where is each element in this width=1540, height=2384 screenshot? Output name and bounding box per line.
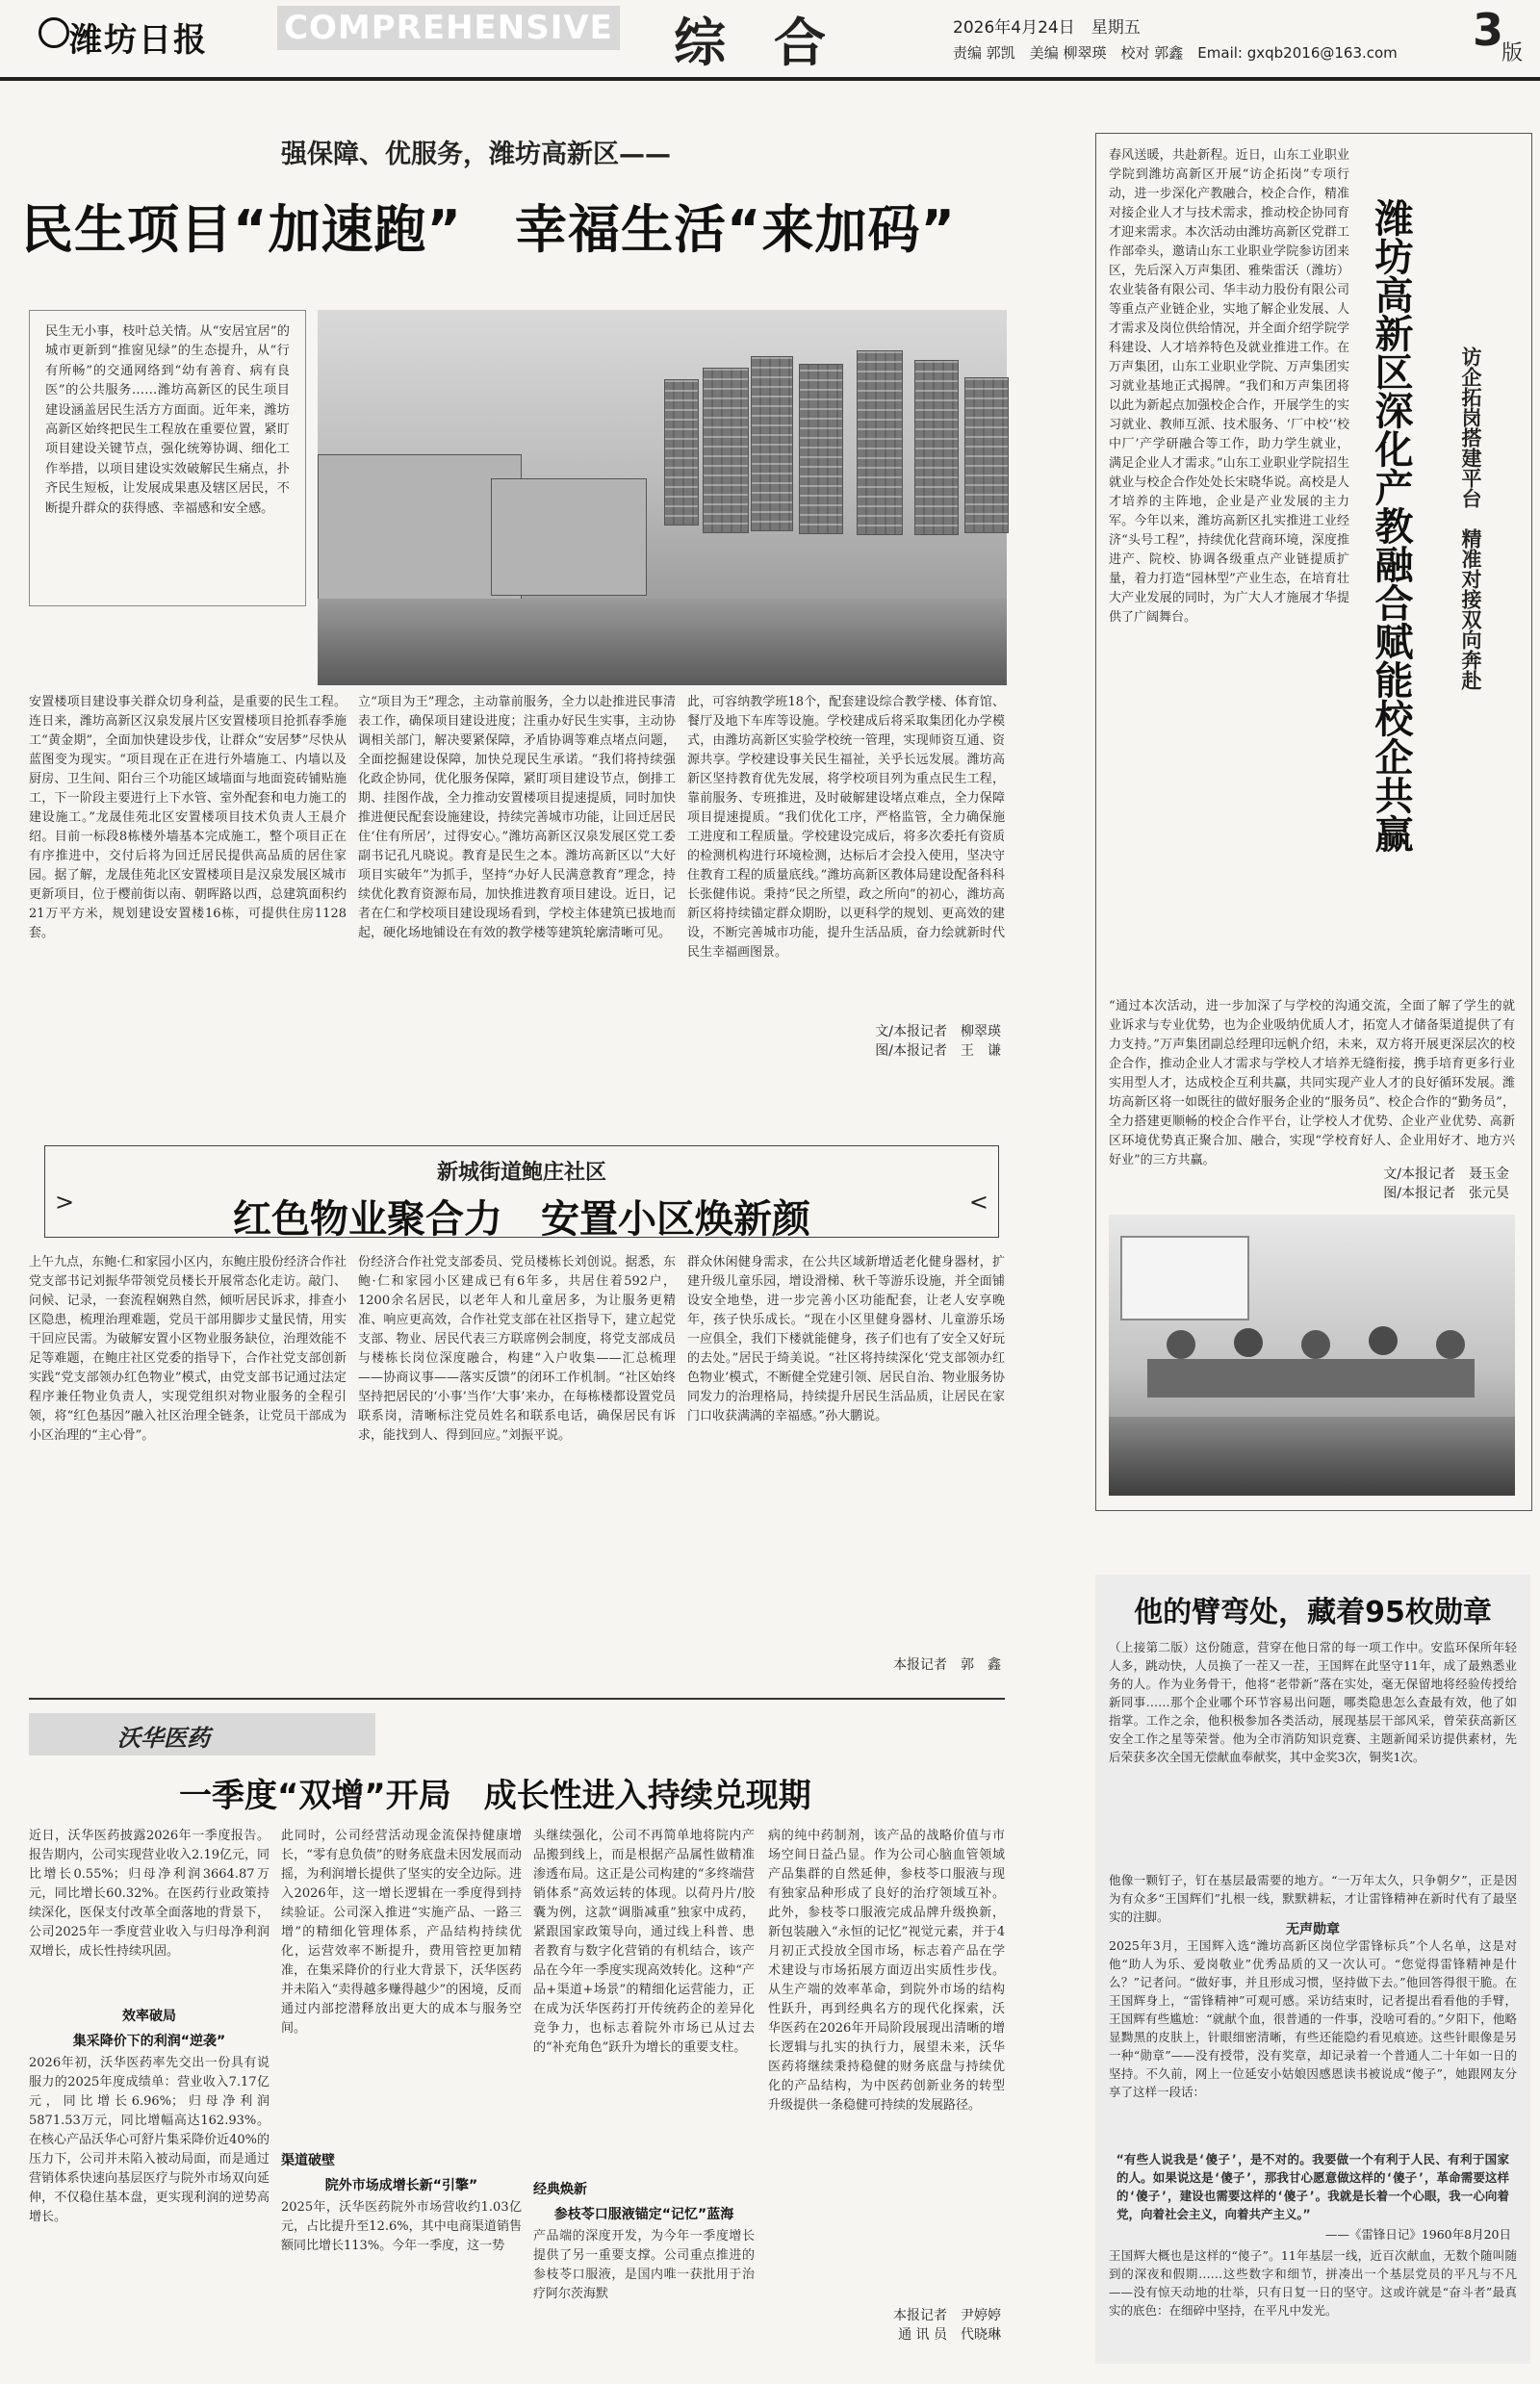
story3-brand: 沃华医药 — [117, 1725, 210, 1752]
story2-col1: 上午九点，东鲍·仁和家园小区内，东鲍庄股份经济合作社党支部书记刘振华带领党员楼长开展常态化走访。敲门、问候、记录，一套流程娴熟自然，倾听居民诉求，排查小区隐患，梳理治理难题，党员干部用脚步丈量民情，用实干回应民需。为破解安置小区物业服务缺位，治理效能不足等难题，在鲍庄社区党委的指导下，合作社党支部创新实践“党支部领办红色物业”模式，由党支部书记通过法定程序兼任物业负责人，实现党组织对物业服务的全程引领，将“红色基因”融入社区治理全链条，让党员干部成为小区治理的“主心骨”。 — [29, 1255, 346, 1443]
story3-headline: 一季度“双增”开局 成长性进入持续兑现期 — [179, 1777, 811, 1815]
story5-col2: 2025年3月，王国辉入选“潍坊高新区岗位学雷锋标兵”个人名单，这是对他“助人为乐、爱岗敬业”优秀品质的又一次认可。“您觉得雷锋精神是什么？”记者问。“做好事，并且形成习惯，坚持做下去。”他回答得很干脆。在王国辉身上，“雷锋精神”可观可感。采访结束时，记者提出看看他的手臂，王国辉有些尴尬：“就献个血，很普通的一件事，没啥可看的。”夕阳下，他略显黝黑的皮肤上，针眼细密清晰，有些还能隐约看见痕迹。这些针眼像是另一种“勋章”——没有授带，没有奖章，却记录着一个普通人二十年如一日的坚持。不久前，网上一位延安小姑娘因感恩读书被说成“傻子”，她跟网友分享了这样一段话： — [1109, 1938, 1517, 2099]
story3-col2: 此同时，公司经营活动现金流保持健康增长，“零有息负债”的财务底盘未因发展而动摇，为利润增长提供了坚实的安全边际。进入2026年，这一增长逻辑在一季度得到持续验证。公司深入推进“实施产品、一路三增”的精细化管理体系，产品结构持续优化，运营效率不断提升，费用管控更加精准，在集采降价的行业大背景下，沃华医药并未陷入“卖得越多赚得越少”的困境，反而通过内部挖潜释放出更大的成本与服务空间。 — [281, 1829, 522, 2036]
story4-col1: 春风送暖，共赴新程。近日，山东工业职业学院到潍坊高新区开展“访企拓岗”专项行动，进一步深化产教融合，校企合作，精准对接企业人才与技术需求，推动校企协同育才迎来需求。本次活动由潍坊高新区党群工作部牵头，邀请山东工业职业学院参访团来区，先后深入万声集团、雅柴雷沃（潍坊）农业装备有限公司、华丰动力股份有限公司等重点产业链企业，实地了解企业发展、人才需求及岗位供给情况，并全面介绍学院学科建设、人才培养特色及就业推进工作。在万声集团，山东工业职业学院、万声集团实习就业基地正式揭牌。“我们和万声集团将以此为新起点加强校企合作，开展学生的实习就业、教师互派、技术服务、‘厂中校’‘校中厂’产学研融合等工作，助力学生就业，满足企业人才需求。”山东工业职业学院招生就业与校企合作处处长宋晓华说。高校是人才培养的主阵地，企业是产业发展的主力军。今年以来，潍坊高新区扎实推进工业经济“头号工程”，持续优化营商环境，深度推进产、院校、协调各级重点产业链提质扩量，着力打造“园林型”产业生态，在培育壮大产业发展的同时，为广大人才施展才华提供了广阔舞台。 — [1109, 148, 1349, 625]
story5-quote: “有些人说我是‘傻子’，是不对的。我要做一个有利于人民、有利于国家的人。如果说这是‘傻子’，那我甘心愿意做这样的‘傻子’，革命需要这样的‘傻子’，建设也需要这样的‘傻子’。我就是长着一个心眼，我一心向着党，向着社会主义，向着共产主义。” — [1116, 2152, 1509, 2221]
story2-header-frame — [44, 1145, 999, 1242]
story3-col2-wrap — [281, 1827, 522, 2366]
newspaper-logo: 潍坊日报 — [69, 21, 208, 60]
editor-credits: 责编 郭凯 美编 柳翠瑛 校对 郭鑫 Email: gxqb2016@163.com — [953, 44, 1398, 62]
story3-col3: 头继续强化，公司不再简单地将院内产品搬到线上，而是根据产品属性做精准渗透布局。这正是公司构建的“多终端营销体系”高效运转的体现。以荷丹片/胶囊为例，这款“调脂减重”独家中成药，紧跟国家政策导向，通过线上科普、患者教育与数字化营销的有机结合，该产品在今年一季度实现高效转化。这种“产品+渠道+场景”的精细化运营能力，正在成为沃华医药打开传统药企的差异化竞争力，也标志着院外市场已从过去的“补充角色”跃升为增长的重要支柱。 — [533, 1829, 755, 2055]
newspaper-logo-icon — [38, 17, 69, 48]
story3-sub3b: 参枝苓口服液锚定“记忆”蓝海 — [553, 2207, 734, 2222]
story4-headline: 潍坊高新区深化产教融合赋能校企共赢 — [1369, 198, 1413, 853]
story5-col1b: 他像一颗钉子，钉在基层最需要的地方。“一万年太久，只争朝夕”，正是因为有众多“王国辉们”扎根一线，默默耕耘，才让雷锋精神在新时代有了最坚实的注脚。 — [1109, 1873, 1517, 1924]
story2-byline: 本报记者 郭 鑫 — [893, 1657, 1001, 1673]
story2-col2: 份经济合作社党支部委员、党员楼栋长刘创说。据悉，东鲍·仁和家园小区建成已有6年多，共居住着592户，1200余名居民，以老年人和儿童居多，为让服务更精准、响应更高效，合作社党支部在社区指导下，建立起党支部、物业、居民代表三方联席例会制度，将党支部成员与楼栋长岗位深度融合，构建“入户收集——汇总梳理——协商议事——落实反馈”的闭环工作机制。“社区始终坚持把居民的‘小事’当作‘大事’来办，在每栋楼都设置党员联系岗，清晰标注党员姓名和联系电话，确保居民有诉求，能找到人、得到回应。”刘振平说。 — [358, 1255, 676, 1443]
story4-photo — [1109, 1215, 1515, 1496]
right-arrow-icon: < — [968, 1189, 988, 1216]
story1-photo — [318, 310, 1007, 685]
story3-col1: 近日，沃华医药披露2026年一季度报告。报告期内，公司实现营业收入2.19亿元，同比增长0.55%；归母净利润3664.87万元，同比增长60.32%。在医药行业政策持续深化，医保支付改革全面落地的背景下，公司2025年一季度营业收入与归母净利润双增长，成长性持续巩固。 — [29, 1829, 270, 1959]
story3-sub1b: 集采降价下的利润“逆袭” — [72, 2034, 226, 2049]
story5-headline: 他的臂弯处，藏着95枚勋章 — [1134, 1596, 1492, 1629]
story3-sub2b: 院外市场成增长新“引擎” — [324, 2178, 478, 2193]
story3-brand-band — [29, 1713, 375, 1756]
story3-sub2: 渠道破壁 — [281, 2153, 335, 2168]
story5-sub: 无声勋章 — [1286, 1922, 1340, 1937]
story4-col2: “通过本次活动，进一步加深了与学校的沟通交流，全面了解了学生的就业诉求与专业优势，也为企业吸纳优质人才，拓宽人才储备渠道提供了有力支持。”万声集团副总经理印远帆介绍，未来，双方将开展更深层次的校企合作，推动企业人才需求与学校人才培养无缝衔接，携手培育更多行业实用型人才，达成校企互利共赢，共同实现产业人才的良好循环发展。潍坊高新区将一如既往的做好服务企业的“服务员”、校企合作的“勤务员”，全力搭建更顺畅的校企合作平台，让学校人才优势、企业产业优势、高新区环境优势真正聚合加、融合，实现“学校育好人、企业用好才、地方兴好业”的三方共赢。 — [1109, 999, 1515, 1167]
story1-col2: 立“项目为王”理念，主动靠前服务，全力以赴推进民事清表工作，确保项目建设进度；注重办好民生实事，主动协调相关部门，解决要紧保障，矛盾协调等难点堵点问题，全面挖掘建设保障，加快兑现民生承诺。“我们将持续强化政企协同，优化服务保障，紧盯项目建设节点，倒排工期、挂图作战，全力推动安置楼项目提速提质，同时加快推进便民配套设施建设，持续完善城市功能，让回迁居民住‘住有所居’，过得安心。”潍坊高新区汉泉发展区党工委副书记孔凡晓说。教育是民生之本。潍坊高新区以“大好项目实破年”为抓手，坚持“办好人民满意教育”理念，持续优化教育资源布局，加快推进教育项目建设。近日，记者在仁和学校项目建设现场看到，学校主体建筑已拔地而起，硬化场地铺设在有效的教学楼等建筑轮廓清晰可见。 — [358, 695, 676, 940]
story1-byline: 文/本报记者 柳翠瑛 图/本报记者 王 谦 — [875, 1024, 1001, 1059]
page-unit: 版 — [1502, 41, 1524, 65]
story3-col1b: 2026年初，沃华医药率先交出一份具有说服力的2025年度成绩单：营业收入7.17亿元，同比增长6.96%；归母净利润5871.53万元，同比增幅高达162.93%。在核心产品沃华心可舒片集采降价近40%的压力下，公司并未陷入被动局面，而是通过营销体系快速向基层医疗与院外市场双向延伸，不仅稳住基本盘，更实现利润的逆势高增长。 — [29, 2056, 270, 2224]
story1-lead-box — [29, 310, 306, 606]
story2-col3: 群众休闲健身需求，在公共区域新增适老化健身器材，扩建升级儿童乐园，增设滑梯、秋千等游乐设施，并全面铺设安全地垫，进一步完善小区功能配套，让老人安享晚年，孩子快乐成长。“现在小区里健身器材、儿童游乐场一应俱全，我们下楼就能健身，孩子们也有了安全又好玩的去处。”居民于绮美说。“社区将持续深化‘党支部领办红色物业’模式，不断健全党建引领、居民自治、物业服务协同发力的治理格局，持续提升居民生活品质，让居民在家门口收获满满的幸福感。”孙大鹏说。 — [687, 1255, 1005, 1423]
story3-sub1: 效率破局 — [122, 2009, 176, 2024]
story3-col4: 病的纯中药制剂，该产品的战略价值与市场空间日益凸显。作为公司心脑血管领域产品集群的自然延伸，参枝苓口服液与现有独家品种形成了良好的治疗领域互补。此外，参枝苓口服液完成品牌升级换新，新包装融入“永恒的记忆”视觉元素，并于4月初正式投放全国市场，标志着产品在学术建设与市场拓展方面迈出实质性步伐。从生产端的效率革命，到院外市场的结构性跃升，再到经典名方的现代化探索，沃华医药在2026年开局阶段展现出清晰的增长逻辑与扎实的执行力，展望未来，沃华医药将继续秉持稳健的财务底盘与持续优化的产品结构，为中医药创新业务的转型升级提供一条稳健可持续的发展路径。 — [768, 1829, 1005, 2113]
section-chinese-title: 综合 — [674, 13, 874, 73]
page-number: 3 — [1473, 4, 1504, 56]
story3-byline: 本报记者 尹婷婷 通 讯 员 代晓琳 — [893, 2308, 1001, 2343]
story5-col1: （上接第二版）这份随意，营穿在他日常的每一项工作中。安监环保所年轻人多，跳动快，人员换了一茬又一茬，王国辉在此坚守11年，成了最熟悉业务的人。作为业务骨干，他将“老带新”落在实处，毫无保留地将经验传授给新同事……那个企业哪个环节容易出问题，哪类隐患怎么查最有效，他了如指掌。工作之余，他积极参加各类活动，展现基层干部风采，曾荣获高新区安全工作之星等荣誉。他为全市消防知识竞赛、主题新闻采访提供素材，先后荣获多次全国无偿献血奉献奖，其中金奖3次，铜奖1次。 — [1109, 1640, 1517, 1764]
story1-col3: 此，可容纳教学班18个，配套建设综合教学楼、体育馆、餐厅及地下车库等设施。学校建成后将采取集团化办学模式，由潍坊高新区实验学校统一管理，实现师资互通、资源共享。学校建设事关民生福祉，关乎长远发展。潍坊高新区坚持教育优先发展，将学校项目列为重点民生工程，靠前服务、专班推进，及时破解建设堵点难点，全力保障项目提速提质。“我们优化工序，严格监管，全力确保施工进度和工程质量。学校建设完成后，将多次委托有资质的检测机构进行环境检测，达标后才会投入使用，坚决守住教育工程的质量底线。”潍坊高新区教体局建设配备科科长张健伟说。秉持“民之所望，政之所向”的初心，潍坊高新区将持续锚定群众期盼，以更科学的规划、更高效的建设，不断完善城市功能，提升生活品质，奋力绘就新时代民生幸福画图景。 — [687, 695, 1005, 960]
masthead-rule — [0, 77, 1540, 81]
story3-sub3: 经典焕新 — [533, 2182, 587, 2197]
story3-col3-wrap — [533, 1827, 755, 2366]
story3-col3b: 产品端的深度开发，为今年一季度增长提供了另一重要支撑。公司重点推进的参枝苓口服液，是国内唯一获批用于治疗阿尔茨海默 — [533, 2229, 755, 2301]
story5-col3: 王国辉大概也是这样的“傻子”。11年基层一线，近百次献血，无数个随叫随到的深夜和假期……这些数字和细节，拼凑出一个基层党员的平凡与不凡——没有惊天动地的壮举，只有日复一日的坚守。这或许就是“奋斗者”最真实的底色：在细碎中坚持，在平凡中发光。 — [1109, 2248, 1517, 2318]
story3-col1-wrap — [29, 1827, 270, 2366]
story4-byline: 文/本报记者 聂玉金 图/本报记者 张元昊 — [1383, 1166, 1509, 1201]
story3-col2b: 2025年，沃华医药院外市场营收约1.03亿元，占比提升至12.6%，其中电商渠道销售额同比增长113%。今年一季度，这一势 — [281, 2200, 522, 2253]
story2-headline: 红色物业聚合力 安置小区焕新颜 — [233, 1197, 810, 1242]
story1-kicker: 强保障、优服务，潍坊高新区—— — [281, 140, 671, 169]
issue-date: 2026年4月24日 星期五 — [953, 18, 1141, 38]
story1-col1: 安置楼项目建设事关群众切身利益，是重要的民生工程。连日来，潍坊高新区汉泉发展片区安置楼项目抢抓春季施工“黄金期”，全面加快建设步伐，让群众“安居梦”尽快从蓝图变为现实。“项目现在正在进行外墙施工、内墙以及厨房、卫生间、阳台三个功能区域墙面与地面瓷砖铺贴施工，下一阶段主要进行上下水管、室外配套和电力施工的建设施工。”龙晟佳苑北区安置楼项目技术负责人王晨介绍。目前一标段8栋楼外墙基本完成施工，整个项目正在有序推进中，交付后将为回迁居民提供高品质的居住家园。据了解，龙晟佳苑北区安置楼项目是汉泉发展区城市更新项目，位于樱前街以南、朝晖路以西，总建筑面积约21万平方米，规划建设安置楼16栋，可提供住房1128套。 — [29, 695, 346, 940]
left-arrow-icon: > — [55, 1189, 75, 1216]
masthead — [0, 0, 1540, 75]
story1-lead: 民生无小事，枝叶总关情。从“安居宜居”的城市更新到“推窗见绿”的生态提升，从“行有所畅”的交通网络到“幼有善育、病有良医”的公共服务……潍坊高新区的民生项目建设涵盖居民生活方方面面。近年来，潍坊高新区始终把民生工程放在重要位置，紧盯项目建设关键节点，强化统筹协调、细化工作举措，以项目建设实效破解民生痛点，扑齐民生短板，让发展成果惠及辖区居民，不断提升群众的获得感、幸福感和安全感。 — [45, 324, 290, 516]
story3-top-rule — [29, 1698, 1005, 1700]
section-english-title: COMPREHENSIVE — [277, 6, 620, 50]
story4-subtitle: 访企拓岗搭建平台 精准对接双向奔赴 — [1459, 346, 1482, 690]
story5-quote-source: ——《雷锋日记》1960年8月20日 — [1324, 2227, 1511, 2242]
story1-headline: 民生项目“加速跑” 幸福生活“来加码” — [21, 199, 956, 260]
story2-kicker: 新城街道鲍庄社区 — [436, 1161, 606, 1185]
